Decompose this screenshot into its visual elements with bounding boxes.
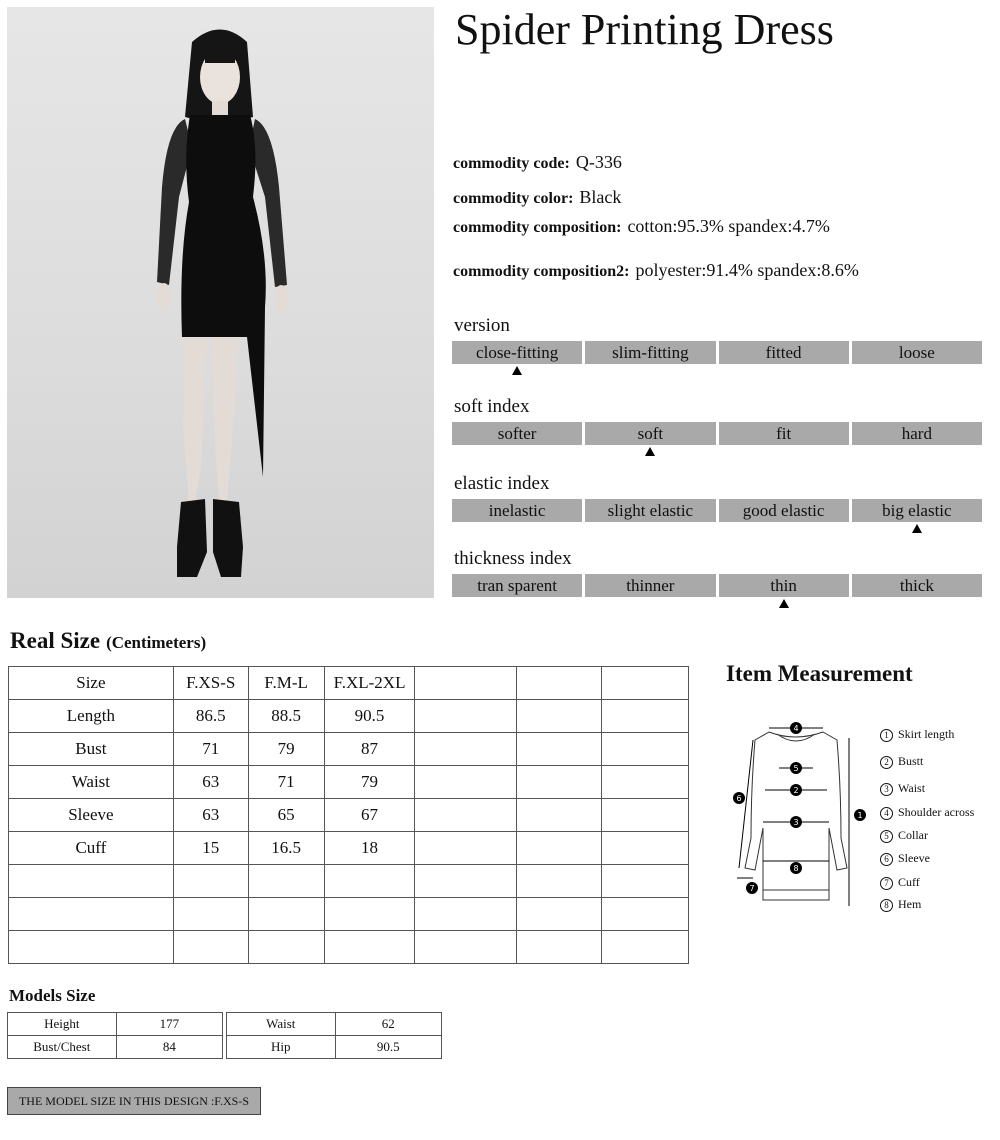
attr-commodity-color — [453, 187, 621, 208]
model-measure-label: Waist — [227, 1013, 336, 1036]
table-row — [9, 733, 689, 766]
svg-text:2: 2 — [793, 786, 799, 795]
attr-label: commodity composition2: — [453, 263, 630, 280]
table-cell — [173, 931, 248, 964]
table-cell: Sleeve — [9, 799, 174, 832]
model-measure-value: 84 — [116, 1036, 222, 1059]
scale-option-label: slight elastic — [607, 501, 694, 520]
scale-option-label: big elastic — [882, 501, 952, 520]
table-cell — [248, 898, 324, 931]
table-cell: 71 — [248, 766, 324, 799]
attr-label: commodity color: — [453, 190, 574, 207]
model-size-note: THE MODEL SIZE IN THIS DESIGN :F.XS-S — [7, 1087, 261, 1115]
svg-text:1: 1 — [857, 811, 863, 820]
table-cell — [415, 733, 517, 766]
product-title: Spider Printing Dress — [455, 5, 834, 54]
thickness-index-scale — [452, 574, 982, 597]
table-cell: 88.5 — [248, 700, 324, 733]
table-cell: 16.5 — [248, 832, 324, 865]
legend-item: 7 Cuff — [880, 875, 920, 890]
svg-text:5: 5 — [793, 764, 799, 773]
selected-marker-icon — [779, 599, 789, 608]
model-measure-value: 90.5 — [335, 1036, 442, 1059]
thickness-index-label: thickness index — [454, 548, 572, 569]
svg-text:6: 6 — [736, 794, 742, 803]
table-cell: Bust — [9, 733, 174, 766]
table-cell — [517, 931, 602, 964]
scale-option-label: slim-fitting — [612, 343, 689, 362]
models-table-right — [226, 1012, 442, 1059]
models-table-left — [7, 1012, 223, 1059]
table-row — [9, 865, 689, 898]
table-cell — [602, 865, 689, 898]
table-cell: Cuff — [9, 832, 174, 865]
table-cell: 63 — [173, 766, 248, 799]
version-scale — [452, 341, 982, 364]
scale-option — [719, 422, 849, 445]
scale-option-label: hard — [901, 424, 932, 443]
table-cell — [324, 931, 415, 964]
table-row — [9, 898, 689, 931]
table-cell — [602, 733, 689, 766]
attr-commodity-code — [453, 152, 622, 173]
legend-item: 4 Shoulder across — [880, 805, 974, 820]
scale-option-label: fitted — [765, 343, 802, 362]
table-cell — [602, 700, 689, 733]
svg-text:8: 8 — [793, 864, 799, 873]
table-row — [9, 832, 689, 865]
svg-text:4: 4 — [793, 724, 799, 733]
selected-marker-icon — [912, 524, 922, 533]
attr-value: cotton:95.3% spandex:4.7% — [627, 216, 830, 236]
table-cell — [9, 931, 174, 964]
table-cell — [173, 898, 248, 931]
table-cell: 79 — [324, 766, 415, 799]
model-measure-value: 62 — [335, 1013, 442, 1036]
table-cell: 90.5 — [324, 700, 415, 733]
table-cell — [517, 733, 602, 766]
scale-option-label: thinner — [626, 576, 675, 595]
attr-value: polyester:91.4% spandex:8.6% — [635, 260, 859, 280]
table-header-cell — [415, 667, 517, 700]
scale-option — [452, 422, 582, 445]
table-cell — [248, 865, 324, 898]
table-header-cell — [602, 667, 689, 700]
attr-value: Q-336 — [575, 152, 622, 172]
legend-item: 3 Waist — [880, 781, 925, 796]
attr-value: Black — [579, 187, 622, 207]
table-row — [9, 766, 689, 799]
scale-option — [452, 341, 582, 364]
table-header-cell — [517, 667, 602, 700]
table-cell — [602, 832, 689, 865]
scale-option — [585, 341, 715, 364]
table-cell — [415, 700, 517, 733]
table-row — [227, 1013, 442, 1036]
table-cell — [602, 766, 689, 799]
table-cell — [9, 898, 174, 931]
item-measurement-title: Item Measurement — [726, 661, 913, 686]
scale-option — [852, 574, 982, 597]
attr-commodity-composition — [453, 216, 830, 237]
table-cell — [415, 931, 517, 964]
table-cell — [517, 766, 602, 799]
scale-option — [852, 422, 982, 445]
measurement-diagram — [733, 718, 873, 916]
size-table — [8, 666, 689, 964]
soft-index-label: soft index — [454, 396, 530, 417]
scale-option — [852, 499, 982, 522]
scale-option — [585, 422, 715, 445]
legend-item: 1 Skirt length — [880, 727, 954, 742]
scale-option — [452, 574, 582, 597]
model-measure-value: 177 — [116, 1013, 222, 1036]
table-row — [227, 1036, 442, 1059]
scale-option-label: softer — [497, 424, 537, 443]
table-cell — [517, 700, 602, 733]
garment-diagram — [733, 718, 873, 916]
real-size-heading: Real Size — [10, 628, 101, 653]
scale-option-label: soft — [637, 424, 664, 443]
table-cell — [517, 898, 602, 931]
table-cell — [517, 832, 602, 865]
scale-option — [719, 341, 849, 364]
table-cell — [173, 865, 248, 898]
version-label: version — [454, 315, 510, 336]
table-cell: 71 — [173, 733, 248, 766]
model-measure-label: Bust/Chest — [8, 1036, 117, 1059]
table-row — [9, 931, 689, 964]
real-size-unit: (Centimeters) — [106, 633, 207, 652]
table-cell — [415, 832, 517, 865]
table-cell: 15 — [173, 832, 248, 865]
attr-label: commodity code: — [453, 155, 570, 172]
table-cell: 65 — [248, 799, 324, 832]
table-cell — [415, 766, 517, 799]
model-figure — [7, 7, 434, 598]
scale-option — [585, 574, 715, 597]
table-cell: 79 — [248, 733, 324, 766]
scale-option-label: fit — [776, 424, 792, 443]
table-header-cell: F.XL-2XL — [324, 667, 415, 700]
table-cell: Length — [9, 700, 174, 733]
table-cell — [248, 931, 324, 964]
soft-index-scale — [452, 422, 982, 445]
table-cell: 67 — [324, 799, 415, 832]
product-photo — [7, 7, 434, 598]
table-cell — [415, 898, 517, 931]
legend-item: 2 Bustt — [880, 754, 923, 769]
legend-item: 5 Collar — [880, 828, 928, 843]
scale-option-label: tran sparent — [477, 576, 558, 595]
scale-option-label: loose — [898, 343, 935, 362]
scale-option — [719, 499, 849, 522]
legend-item: 8 Hem — [880, 897, 921, 912]
selected-marker-icon — [512, 366, 522, 375]
legend-item: 6 Sleeve — [880, 851, 930, 866]
table-header-cell: F.M-L — [248, 667, 324, 700]
table-row — [9, 799, 689, 832]
table-cell — [517, 865, 602, 898]
table-cell — [324, 898, 415, 931]
table-cell: 63 — [173, 799, 248, 832]
table-header-row — [9, 667, 689, 700]
scale-option-label: thin — [770, 576, 797, 595]
real-size-title — [10, 628, 206, 654]
table-cell — [415, 865, 517, 898]
table-cell — [602, 799, 689, 832]
table-cell: Waist — [9, 766, 174, 799]
attr-label: commodity composition: — [453, 219, 622, 236]
table-row — [8, 1013, 223, 1036]
scale-option — [585, 499, 715, 522]
table-header-cell: Size — [9, 667, 174, 700]
table-row — [8, 1036, 223, 1059]
attr-commodity-composition2 — [453, 260, 859, 281]
scale-option-label: good elastic — [742, 501, 825, 520]
scale-option-label: close-fitting — [476, 343, 559, 362]
table-cell — [602, 898, 689, 931]
svg-text:7: 7 — [749, 884, 755, 893]
elastic-index-label: elastic index — [454, 473, 550, 494]
table-header-cell: F.XS-S — [173, 667, 248, 700]
table-cell — [415, 799, 517, 832]
table-cell — [9, 865, 174, 898]
selected-marker-icon — [645, 447, 655, 456]
table-cell: 18 — [324, 832, 415, 865]
elastic-index-scale — [452, 499, 982, 522]
scale-option-label: thick — [899, 576, 934, 595]
svg-text:3: 3 — [793, 818, 799, 827]
table-cell: 87 — [324, 733, 415, 766]
table-cell — [324, 865, 415, 898]
table-cell: 86.5 — [173, 700, 248, 733]
table-cell — [517, 799, 602, 832]
model-measure-label: Height — [8, 1013, 117, 1036]
models-size-title: Models Size — [9, 986, 96, 1005]
model-measure-label: Hip — [227, 1036, 336, 1059]
table-cell — [602, 931, 689, 964]
scale-option — [852, 341, 982, 364]
scale-option-label: inelastic — [488, 501, 546, 520]
scale-option — [719, 574, 849, 597]
scale-option — [452, 499, 582, 522]
table-row — [9, 700, 689, 733]
